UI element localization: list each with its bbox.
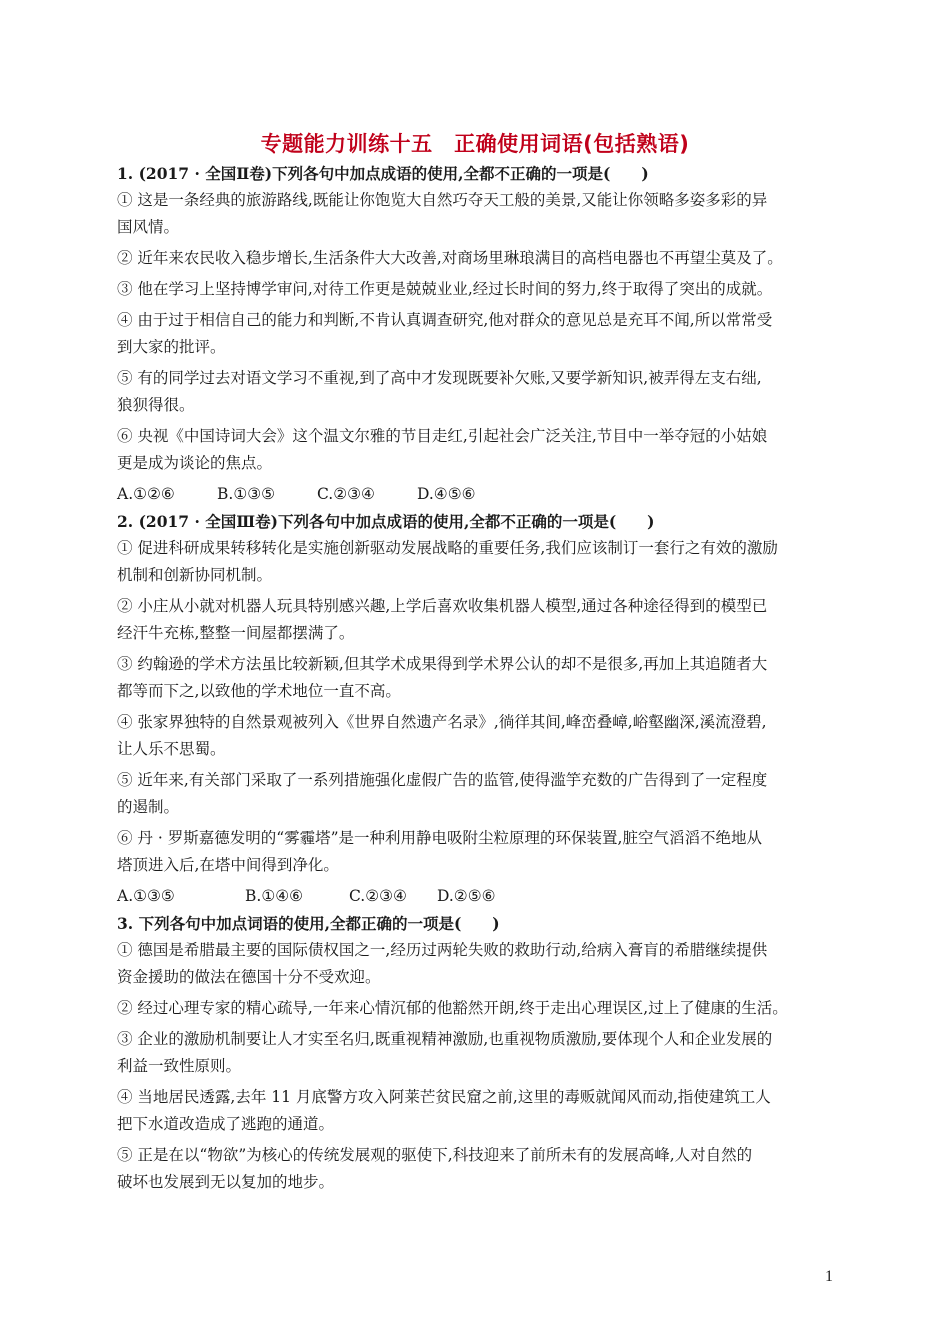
q3-line: ④ 当地居民透露,去年 11 月底警方攻入阿莱芒贫民窟之前,这里的毒贩就闻风而动,指使建筑工人	[117, 1088, 771, 1106]
q3-line: 破坏也发展到无以复加的地步。	[117, 1173, 335, 1191]
q3-line: 资金援助的做法在德国十分不受欢迎。	[117, 968, 381, 986]
option-a: A.①②⑥	[117, 485, 175, 503]
q2-line: ② 小庄从小就对机器人玩具特别感兴趣,上学后喜欢收集机器人模型,通过各种途径得到的模型已	[117, 597, 768, 615]
q1-options	[117, 481, 833, 508]
q3-line: ② 经过心理专家的精心疏导,一年来心情沉郁的他豁然开朗,终于走出心理误区,过上了健康的生活。	[117, 999, 788, 1017]
option-d: D.④⑤⑥	[417, 485, 476, 503]
q2-line: ④ 张家界独特的自然景观被列入《世界自然遗产名录》,徜徉其间,峰峦叠嶂,峪壑幽深,溪流澄碧,	[117, 713, 767, 731]
page-title: 专题能力训练十五 正确使用词语(包括熟语)	[260, 132, 690, 156]
q2-line: ⑤ 近年来,有关部门采取了一系列措施强化虚假广告的监管,使得滥竽充数的广告得到了一定程度	[117, 771, 768, 789]
q1-line: 狼狈得很。	[117, 396, 195, 414]
q1-line: 到大家的批评。	[117, 338, 226, 356]
q3-line: ③ 企业的激励机制要让人才实至名归,既重视精神激励,也重视物质激励,要体现个人和企业发展的	[117, 1030, 773, 1048]
q3-line: ① 德国是希腊最主要的国际债权国之一,经历过两轮失败的救助行动,给病入膏肓的希腊继续提供	[117, 941, 768, 959]
question-2-stem: 2. (2017 · 全国Ⅲ卷)下列各句中加点成语的使用,全都不正确的一项是( )	[117, 512, 655, 531]
q1-line: ③ 他在学习上坚持博学审问,对待工作更是兢兢业业,经过长时间的努力,终于取得了突出的成就。	[117, 280, 773, 298]
q2-line: 塔顶进入后,在塔中间得到净化。	[117, 856, 339, 874]
q1-line: 国风情。	[117, 218, 180, 236]
option-d: D.②⑤⑥	[437, 887, 496, 905]
option-b: B.①④⑥	[245, 887, 304, 905]
q3-line: 把下水道改造成了逃跑的通道。	[117, 1115, 335, 1133]
option-a: A.①③⑤	[117, 887, 175, 905]
q1-line: 更是成为谈论的焦点。	[117, 454, 273, 472]
q1-line: ⑤ 有的同学过去对语文学习不重视,到了高中才发现既要补欠账,又要学新知识,被弄得左支右绌,	[117, 369, 762, 387]
q1-line: ② 近年来农民收入稳步增长,生活条件大大改善,对商场里琳琅满目的高档电器也不再望尘莫及了。	[117, 249, 783, 267]
q2-options	[117, 883, 833, 910]
q2-line: 都等而下之,以致他的学术地位一直不高。	[117, 682, 401, 700]
q2-line: ① 促进科研成果转移转化是实施创新驱动发展战略的重要任务,我们应该制订一套行之有效的激励	[117, 539, 778, 557]
option-c: C.②③④	[317, 485, 375, 503]
page-number: 1	[825, 1268, 833, 1285]
q2-line: 的遏制。	[117, 798, 180, 816]
q1-line: ④ 由于过于相信自己的能力和判断,不肯认真调查研究,他对群众的意见总是充耳不闻,所以常常受	[117, 311, 773, 329]
question-1-stem: 1. (2017 · 全国Ⅱ卷)下列各句中加点成语的使用,全都不正确的一项是( )	[117, 164, 649, 183]
q3-line: 利益一致性原则。	[117, 1057, 242, 1075]
question-3-stem: 3. 下列各句中加点词语的使用,全都正确的一项是( )	[117, 914, 500, 933]
q2-line: 经汗牛充栋,整整一间屋都摆满了。	[117, 624, 355, 642]
q1-line: ① 这是一条经典的旅游路线,既能让你饱览大自然巧夺天工般的美景,又能让你领略多姿多彩的异	[117, 191, 768, 209]
q2-line: ⑥ 丹 · 罗斯嘉德发明的“雾霾塔”是一种利用静电吸附尘粒原理的环保装置,脏空气滔滔不绝地从	[117, 829, 762, 847]
q1-line: ⑥ 央视《中国诗词大会》这个温文尔雅的节目走红,引起社会广泛关注,节目中一举夺冠的小姑娘	[117, 427, 768, 445]
content	[117, 160, 833, 1200]
q2-line: 机制和创新协同机制。	[117, 566, 273, 584]
q3-line: ⑤ 正是在以“物欲”为核心的传统发展观的驱使下,科技迎来了前所未有的发展高峰,人对自然的	[117, 1146, 753, 1164]
q2-line: ③ 约翰逊的学术方法虽比较新颖,但其学术成果得到学术界公认的却不是很多,再加上其追随者大	[117, 655, 768, 673]
option-c: C.②③④	[349, 887, 407, 905]
option-b: B.①③⑤	[217, 485, 276, 503]
q2-line: 让人乐不思蜀。	[117, 740, 226, 758]
